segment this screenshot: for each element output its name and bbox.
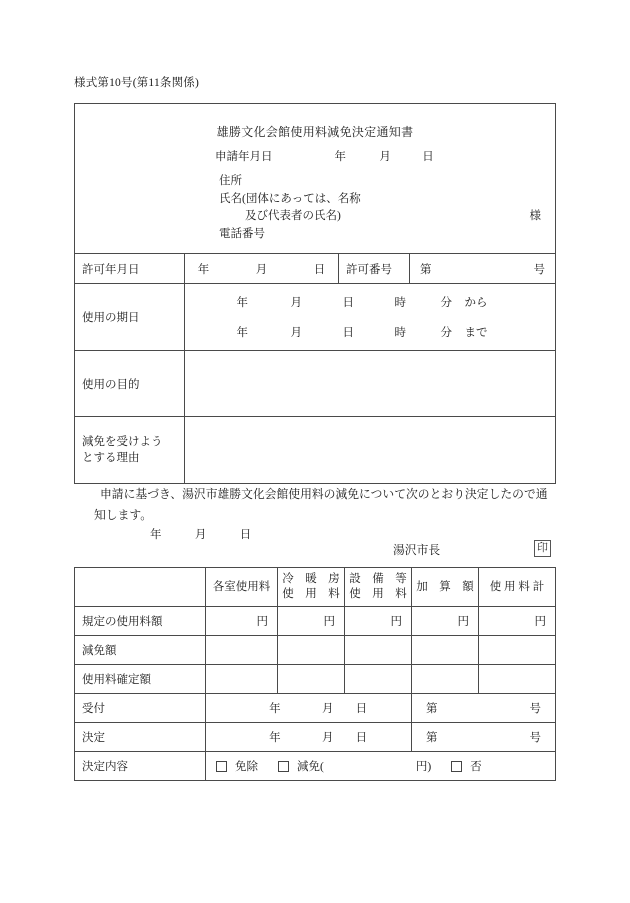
issue-year: 年 bbox=[150, 529, 162, 541]
period-to-year: 年 bbox=[236, 327, 248, 339]
fee-standard-total[interactable]: 円 bbox=[479, 607, 556, 636]
title-header-row bbox=[75, 104, 556, 254]
receipt-number-cell[interactable] bbox=[412, 694, 556, 723]
title-block bbox=[75, 104, 556, 254]
permit-dai: 第 bbox=[420, 263, 432, 276]
application-date-row bbox=[75, 148, 555, 164]
application-month: 月 bbox=[379, 151, 391, 163]
fee-reduction-hvac[interactable] bbox=[278, 636, 345, 665]
receipt-gou: 号 bbox=[529, 703, 541, 715]
application-date-label: 申請年月日 bbox=[215, 151, 273, 163]
name-label-line2: 及び代表者の氏名) bbox=[245, 210, 341, 222]
fee-confirmed-hvac[interactable] bbox=[278, 665, 345, 694]
applicant-info-block bbox=[75, 173, 555, 243]
period-from-suffix: から bbox=[464, 297, 488, 309]
fee-row-reduction bbox=[75, 636, 556, 665]
fee-confirmed-total[interactable] bbox=[479, 665, 556, 694]
notification-upper-table bbox=[74, 103, 556, 484]
fee-row-standard-label: 規定の使用料額 bbox=[75, 607, 206, 636]
period-to-day: 日 bbox=[342, 327, 354, 339]
usage-period-value-cell bbox=[185, 284, 556, 351]
usage-period-label: 使用の期日 bbox=[82, 312, 140, 324]
decision-date-cell[interactable] bbox=[206, 723, 412, 752]
period-from-month: 月 bbox=[290, 297, 302, 309]
fee-confirmed-equipment[interactable] bbox=[345, 665, 412, 694]
checkbox-reduce-label: 減免( bbox=[297, 761, 324, 773]
checkbox-exempt[interactable] bbox=[216, 761, 227, 772]
period-from-minute: 分 bbox=[440, 297, 452, 309]
permit-date-value-cell bbox=[185, 254, 339, 284]
receipt-dai: 第 bbox=[426, 703, 438, 715]
usage-purpose-label: 使用の目的 bbox=[82, 378, 140, 391]
usage-purpose-value-cell[interactable] bbox=[185, 351, 556, 417]
decision-checkbox-group bbox=[206, 758, 555, 774]
decision-label-cell bbox=[75, 723, 206, 752]
issue-day: 日 bbox=[239, 529, 252, 541]
receipt-day: 日 bbox=[355, 703, 368, 715]
fee-table-header-row bbox=[75, 568, 556, 607]
application-date-fields bbox=[335, 148, 434, 164]
usage-period-to bbox=[185, 324, 555, 340]
checkbox-exempt-label: 免除 bbox=[235, 761, 258, 773]
permit-number-label-cell bbox=[339, 254, 410, 284]
fee-reduction-room[interactable] bbox=[206, 636, 278, 665]
permit-date-fields bbox=[185, 261, 338, 277]
fee-row-reduction-label: 減免額 bbox=[75, 636, 206, 665]
seal-stamp-icon: 印 bbox=[534, 540, 551, 557]
permit-year: 年 bbox=[197, 263, 210, 276]
fee-reduction-surcharge[interactable] bbox=[412, 636, 479, 665]
permit-date-label: 許可年月日 bbox=[82, 263, 140, 276]
fee-header-equipment-line1: 設 備 等 bbox=[349, 573, 407, 585]
permit-number-fields bbox=[410, 261, 555, 277]
name-label-line1: 氏名(団体にあっては、名称 bbox=[219, 192, 361, 205]
fee-reduction-equipment[interactable] bbox=[345, 636, 412, 665]
fee-standard-room[interactable]: 円 bbox=[206, 607, 278, 636]
application-year: 年 bbox=[334, 151, 346, 163]
fee-header-room: 各室使用料 bbox=[206, 568, 278, 607]
fee-header-hvac bbox=[278, 568, 345, 607]
period-to-minute: 分 bbox=[440, 327, 452, 339]
decision-content-label-cell bbox=[75, 752, 206, 781]
receipt-year: 年 bbox=[269, 703, 281, 715]
permit-day: 日 bbox=[313, 263, 326, 276]
fee-header-equipment bbox=[345, 568, 412, 607]
decision-month: 月 bbox=[322, 732, 334, 744]
usage-period-label-cell bbox=[75, 284, 185, 351]
fee-header-equipment-line2: 使 用 料 bbox=[349, 588, 407, 600]
fee-decision-table bbox=[74, 567, 556, 781]
fee-header-surcharge: 加 算 額 bbox=[412, 568, 479, 607]
mayor-signature: 湯沢市長 bbox=[393, 543, 441, 557]
decision-dai: 第 bbox=[426, 732, 438, 744]
receipt-label: 受付 bbox=[82, 703, 105, 715]
body-paragraph-line2: 知します。 bbox=[94, 508, 153, 522]
permit-row bbox=[75, 254, 556, 284]
usage-purpose-row bbox=[75, 351, 556, 417]
checkbox-deny[interactable] bbox=[451, 761, 462, 772]
document-title: 雄勝文化会館使用料減免決定通知書 bbox=[216, 125, 414, 139]
body-paragraph-line1: 申請に基づき、湯沢市雄勝文化会館使用料の減免について次のとおり決定したので通 bbox=[100, 487, 548, 501]
decision-year: 年 bbox=[269, 732, 281, 744]
fee-header-hvac-line1: 冷 暖 房 bbox=[282, 573, 340, 585]
period-to-hour: 時 bbox=[394, 327, 406, 339]
issue-month: 月 bbox=[194, 529, 207, 541]
body-paragraph bbox=[84, 484, 554, 526]
decision-content-label: 決定内容 bbox=[82, 761, 128, 773]
fee-confirmed-surcharge[interactable] bbox=[412, 665, 479, 694]
permit-month: 月 bbox=[255, 263, 268, 276]
fee-standard-hvac[interactable]: 円 bbox=[278, 607, 345, 636]
application-day: 日 bbox=[422, 151, 434, 163]
fee-row-confirmed bbox=[75, 665, 556, 694]
form-number: 様式第10号(第11条関係) bbox=[74, 77, 200, 89]
decision-row bbox=[75, 723, 556, 752]
fee-confirmed-room[interactable] bbox=[206, 665, 278, 694]
reduction-reason-label-line2: とする理由 bbox=[82, 452, 140, 464]
address-label: 住所 bbox=[219, 175, 242, 187]
fee-header-blank bbox=[75, 568, 206, 607]
usage-purpose-label-cell bbox=[75, 351, 185, 417]
fee-row-standard bbox=[75, 607, 556, 636]
receipt-label-cell bbox=[75, 694, 206, 723]
fee-header-hvac-line2: 使 用 料 bbox=[282, 588, 340, 600]
period-to-month: 月 bbox=[290, 327, 302, 339]
decision-day: 日 bbox=[355, 732, 368, 744]
phone-label: 電話番号 bbox=[219, 227, 265, 240]
permit-number-value-cell bbox=[410, 254, 556, 284]
receipt-month: 月 bbox=[322, 703, 334, 715]
receipt-row bbox=[75, 694, 556, 723]
checkbox-deny-label: 否 bbox=[470, 761, 482, 773]
period-to-suffix: まで bbox=[464, 327, 488, 339]
reduction-reason-label-line1: 減免を受けよう bbox=[82, 436, 163, 448]
decision-content-row bbox=[75, 752, 556, 781]
checkbox-reduce[interactable] bbox=[278, 761, 289, 772]
decision-number-cell[interactable] bbox=[412, 723, 556, 752]
permit-date-label-cell bbox=[75, 254, 185, 284]
fee-standard-surcharge[interactable]: 円 bbox=[412, 607, 479, 636]
period-from-hour: 時 bbox=[394, 297, 406, 309]
decision-content-options-cell bbox=[206, 752, 556, 781]
reduction-reason-label-cell bbox=[75, 417, 185, 484]
fee-reduction-total[interactable] bbox=[479, 636, 556, 665]
fee-header-total: 使 用 料 計 bbox=[479, 568, 556, 607]
usage-period-row bbox=[75, 284, 556, 351]
permit-number-label: 許可番号 bbox=[346, 263, 392, 276]
fee-row-confirmed-label: 使用料確定額 bbox=[75, 665, 206, 694]
period-from-day: 日 bbox=[342, 297, 354, 309]
issue-date-line bbox=[150, 526, 251, 542]
usage-period-from bbox=[185, 294, 555, 310]
permit-gou: 号 bbox=[533, 263, 545, 276]
checkbox-reduce-unit: 円) bbox=[415, 761, 432, 773]
receipt-date-cell[interactable] bbox=[206, 694, 412, 723]
fee-standard-equipment[interactable]: 円 bbox=[345, 607, 412, 636]
honorific-sama: 様 bbox=[529, 210, 541, 222]
reduction-reason-value-cell[interactable] bbox=[185, 417, 556, 484]
period-from-year: 年 bbox=[236, 297, 248, 309]
reduction-reason-row bbox=[75, 417, 556, 484]
decision-label: 決定 bbox=[82, 732, 105, 744]
decision-gou: 号 bbox=[529, 732, 541, 744]
